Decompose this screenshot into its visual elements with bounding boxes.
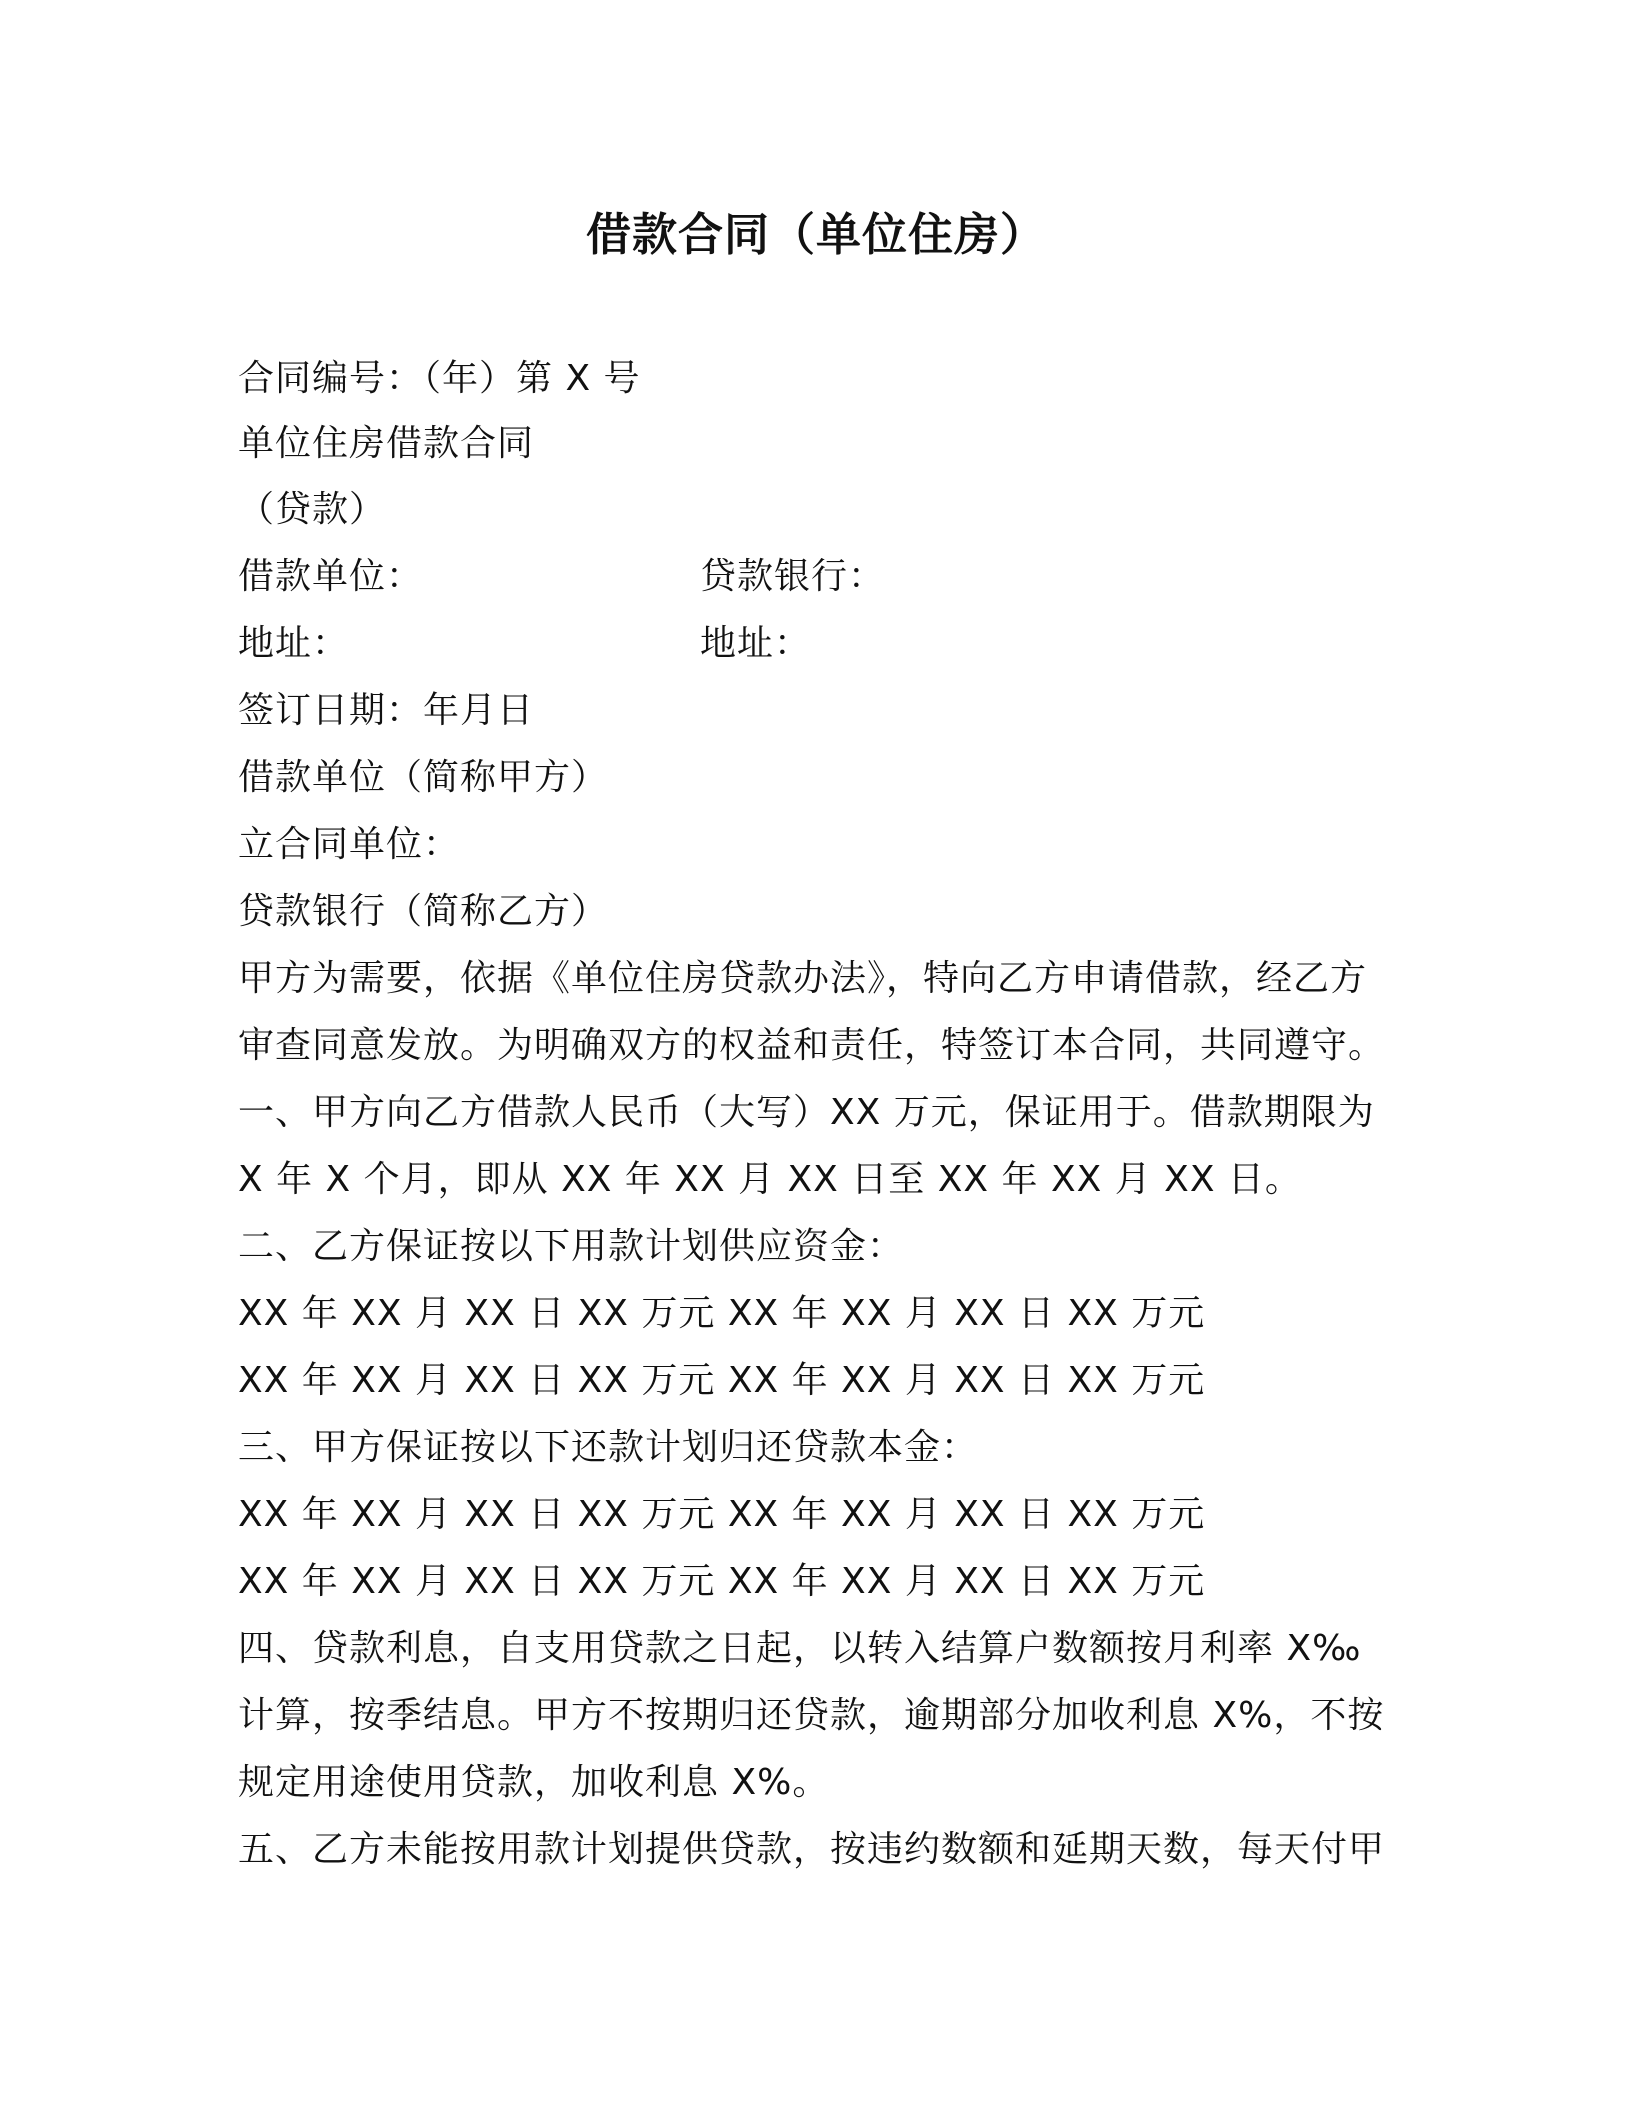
clause-5: 五、乙方未能按用款计划提供贷款，按违约数额和延期天数，每天付甲 xyxy=(238,1829,1386,1870)
clause-3-schedule-row: XX 年 XX 月 XX 日 XX 万元 XX 年 XX 月 XX 日 XX 万元 xyxy=(238,1561,1206,1602)
clause-2: 二、乙方保证按以下用款计划供应资金： xyxy=(238,1226,905,1267)
clause-2-schedule-row: XX 年 XX 月 XX 日 XX 万元 XX 年 XX 月 XX 日 XX 万元 xyxy=(238,1360,1206,1401)
clause-3-schedule-row: XX 年 XX 月 XX 日 XX 万元 XX 年 XX 月 XX 日 XX 万元 xyxy=(238,1494,1206,1535)
borrower-label: 借款单位： xyxy=(238,556,424,597)
borrower-address-label: 地址： xyxy=(238,623,350,664)
clause-4: 四、贷款利息，自支用贷款之日起，以转入结算户数额按月利率 X‰计算，按季结息。甲方不按期归还贷款，逾期部分加收利息 X%，不按规定用途使用贷款，加收利息 X%。 xyxy=(238,1628,1385,1803)
party-b-label: 贷款银行（简称乙方） xyxy=(238,891,609,932)
document-title: 借款合同（单位住房） xyxy=(585,208,1046,261)
clause-2-schedule-row: XX 年 XX 月 XX 日 XX 万元 XX 年 XX 月 XX 日 XX 万元 xyxy=(238,1293,1206,1334)
contract-number: 合同编号：（年）第 X 号 xyxy=(238,358,641,399)
bank-address-label: 地址： xyxy=(700,623,812,664)
parties-row xyxy=(238,543,1393,610)
clause-3: 三、甲方保证按以下还款计划归还贷款本金： xyxy=(238,1427,979,1468)
clause-1: 一、甲方向乙方借款人民币（大写）XX 万元，保证用于。借款期限为 X 年 X 个月，即从 XX 年 XX 月 XX 日至 XX 年 XX 月 XX 日。 xyxy=(238,1092,1375,1200)
contract-name: 单位住房借款合同 xyxy=(238,423,535,464)
sign-date: 签订日期：年月日 xyxy=(238,690,535,731)
contract-unit-label: 立合同单位： xyxy=(238,824,461,865)
party-a-label: 借款单位（简称甲方） xyxy=(238,757,609,798)
loan-type: （贷款） xyxy=(238,489,387,530)
bank-label: 贷款银行： xyxy=(700,556,886,597)
address-row xyxy=(238,610,1393,677)
preamble-paragraph: 甲方为需要，依据《单位住房贷款办法》，特向乙方申请借款，经乙方审查同意发放。为明确双方的权益和责任，特签订本合同，共同遵守。 xyxy=(238,958,1386,1066)
document-body xyxy=(238,345,1393,1883)
